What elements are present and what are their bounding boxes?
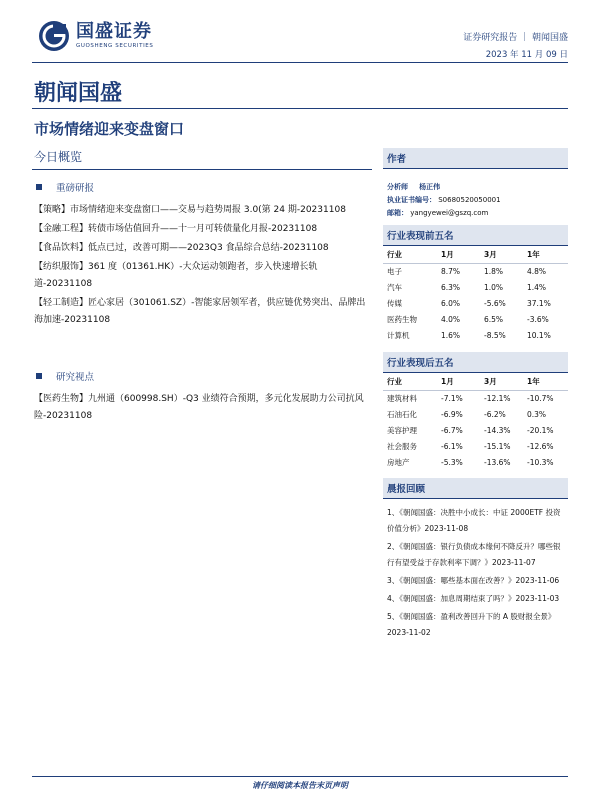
table-cell: 1.6% — [441, 331, 461, 340]
review-item[interactable]: 1、《朝闻国盛：决胜中小成长：中证 2000ETF 投资价值分析》2023-11-08 — [387, 508, 561, 533]
review-list — [383, 499, 568, 641]
table-cell: 8.7% — [441, 267, 461, 277]
table-cell: -12.6% — [527, 441, 554, 451]
table-cell: 电子 — [387, 267, 402, 277]
column-header: 1月 — [437, 246, 480, 264]
page-title: 朝闻国盛 — [34, 80, 123, 106]
review-item[interactable]: 2、《朝闻国盛：银行负债成本缘何不降反升？哪些银行有望受益于存款利率下调？》2023-11-07 — [387, 542, 561, 567]
table-cell: -6.1% — [441, 441, 463, 451]
list-item[interactable]: 【医药生物】九州通（600998.SH）-Q3 业绩符合预期，多元化发展助力公司抗风险-20231108 — [34, 394, 364, 421]
analyst-name: 杨正伟 — [419, 183, 441, 191]
table-row — [383, 454, 568, 470]
table-cell: 6.5% — [484, 315, 504, 324]
table-cell: -5.3% — [441, 457, 463, 467]
table-row — [383, 390, 568, 406]
top5-table — [383, 246, 568, 344]
logo-name-cn: 国盛证券 — [76, 21, 152, 42]
review-heading: 晨报回顾 — [383, 478, 568, 499]
cert-number: S0680520050001 — [438, 196, 501, 204]
table-cell: -5.6% — [484, 299, 506, 308]
table-cell: -7.1% — [441, 393, 463, 403]
review-item[interactable]: 5、《朝闻国盛：盈利改善回升下的 A 股财报全景》2023-11-02 — [387, 612, 556, 637]
table-cell: -13.6% — [484, 457, 511, 467]
company-logo — [38, 20, 153, 52]
review-block — [383, 478, 568, 641]
table-row — [383, 422, 568, 438]
overview-column — [32, 148, 372, 425]
report-type: 证券研究报告 ｜ 朝闻国盛 — [463, 33, 568, 43]
cert-label: 执业证书编号： — [387, 196, 436, 204]
page-header — [0, 0, 600, 64]
email-link[interactable]: yangyewei@gszq.com — [410, 209, 489, 217]
analyst-label: 分析师 — [387, 183, 408, 191]
table-cell: 房地产 — [387, 457, 410, 467]
section-heading-label: 研究视点 — [56, 372, 95, 383]
section-heading-key-reports — [32, 180, 372, 194]
column-header: 行业 — [383, 373, 437, 391]
table-cell: 1.8% — [484, 267, 504, 277]
page-subtitle: 市场情绪迎来变盘窗口 — [34, 120, 185, 138]
table-row — [383, 312, 568, 328]
table-cell: -8.5% — [484, 331, 506, 340]
square-bullet-icon — [36, 373, 42, 379]
list-item[interactable]: 【纺织服饰】361 度（01361.HK）-大众运动领跑者，步入快速增长轨道-20231108 — [34, 262, 318, 289]
column-header: 3月 — [480, 246, 523, 264]
table-cell: -10.3% — [527, 457, 554, 467]
table-cell: 建筑材料 — [387, 393, 417, 403]
table-cell: 汽车 — [387, 283, 402, 292]
table-cell: -20.1% — [527, 425, 554, 435]
table-row — [383, 406, 568, 422]
table-cell: -10.7% — [527, 393, 554, 403]
author-heading: 作者 — [383, 148, 568, 169]
table-cell: 37.1% — [527, 299, 551, 308]
table-cell: -14.3% — [484, 425, 511, 435]
list-item[interactable]: 【金融工程】转债市场估值回升——十一月可转债量化月报-20231108 — [34, 224, 318, 234]
table-cell: -6.7% — [441, 425, 463, 435]
table-row — [383, 296, 568, 312]
column-header: 3月 — [480, 373, 523, 391]
table-row — [383, 438, 568, 454]
list-item[interactable]: 【策略】市场情绪迎来变盘窗口——交易与趋势周报 3.0(第 24 期-20231108 — [34, 205, 346, 215]
table-cell: 1.0% — [484, 283, 504, 292]
column-header: 1月 — [437, 373, 480, 391]
section-heading-research-views — [32, 369, 372, 383]
footer-divider — [32, 776, 568, 777]
column-header: 1年 — [523, 246, 568, 264]
table-cell: 4.0% — [441, 315, 461, 324]
review-item[interactable]: 4、《朝闻国盛：加息周期结束了吗？》2023-11-03 — [387, 594, 560, 603]
square-bullet-icon — [36, 184, 42, 190]
bottom5-table — [383, 373, 568, 471]
email-label: 邮箱： — [387, 209, 408, 217]
list-item[interactable]: 【轻工制造】匠心家居（301061.SZ）-智能家居领军者，供应链优势突出、品牌出海加速-20231108 — [34, 298, 366, 325]
author-info — [383, 169, 568, 225]
title-divider — [32, 108, 568, 109]
logo-name-en: GUOSHENG SECURITIES — [76, 43, 154, 49]
key-reports-list — [32, 202, 372, 329]
table-row — [383, 328, 568, 344]
table-cell: 10.1% — [527, 331, 551, 340]
table-row — [383, 280, 568, 296]
bottom5-heading: 行业表现后五名 — [383, 352, 568, 373]
report-date: 2023 年 11 月 09 日 — [485, 50, 568, 60]
table-cell: -3.6% — [527, 315, 549, 324]
table-cell: 传媒 — [387, 299, 402, 308]
table-cell: 医药生物 — [387, 315, 417, 324]
overview-title: 今日概览 — [32, 148, 372, 170]
table-header-row — [383, 373, 568, 391]
table-cell: 0.3% — [527, 409, 547, 419]
table-cell: -6.9% — [441, 409, 463, 419]
review-item[interactable]: 3、《朝闻国盛：哪些基本面在改善？》2023-11-06 — [387, 576, 560, 585]
top5-heading: 行业表现前五名 — [383, 225, 568, 246]
table-cell: 石油石化 — [387, 409, 417, 419]
table-row — [383, 264, 568, 280]
bottom5-block — [383, 352, 568, 471]
column-header: 行业 — [383, 246, 437, 264]
table-cell: -15.1% — [484, 441, 511, 451]
top5-block — [383, 225, 568, 344]
table-cell: 4.8% — [527, 267, 547, 277]
table-cell: 6.0% — [441, 299, 461, 308]
table-cell: 1.4% — [527, 283, 547, 292]
list-item[interactable]: 【食品饮料】低点已过，改善可期——2023Q3 食品综合总结-20231108 — [34, 243, 329, 253]
table-cell: 美容护理 — [387, 425, 417, 435]
table-cell: 6.3% — [441, 283, 461, 292]
header-divider — [32, 62, 568, 63]
table-header-row — [383, 246, 568, 264]
logo-icon — [38, 20, 70, 52]
research-views-list — [32, 391, 372, 425]
table-cell: -12.1% — [484, 393, 511, 403]
section-heading-label: 重磅研报 — [56, 183, 95, 194]
column-header: 1年 — [523, 373, 568, 391]
footer-disclaimer: 请仔细阅读本报告末页声明 — [252, 781, 348, 790]
table-cell: 社会服务 — [387, 441, 417, 451]
sidebar-column — [383, 148, 568, 641]
table-cell: 计算机 — [387, 331, 410, 340]
table-cell: -6.2% — [484, 409, 506, 419]
